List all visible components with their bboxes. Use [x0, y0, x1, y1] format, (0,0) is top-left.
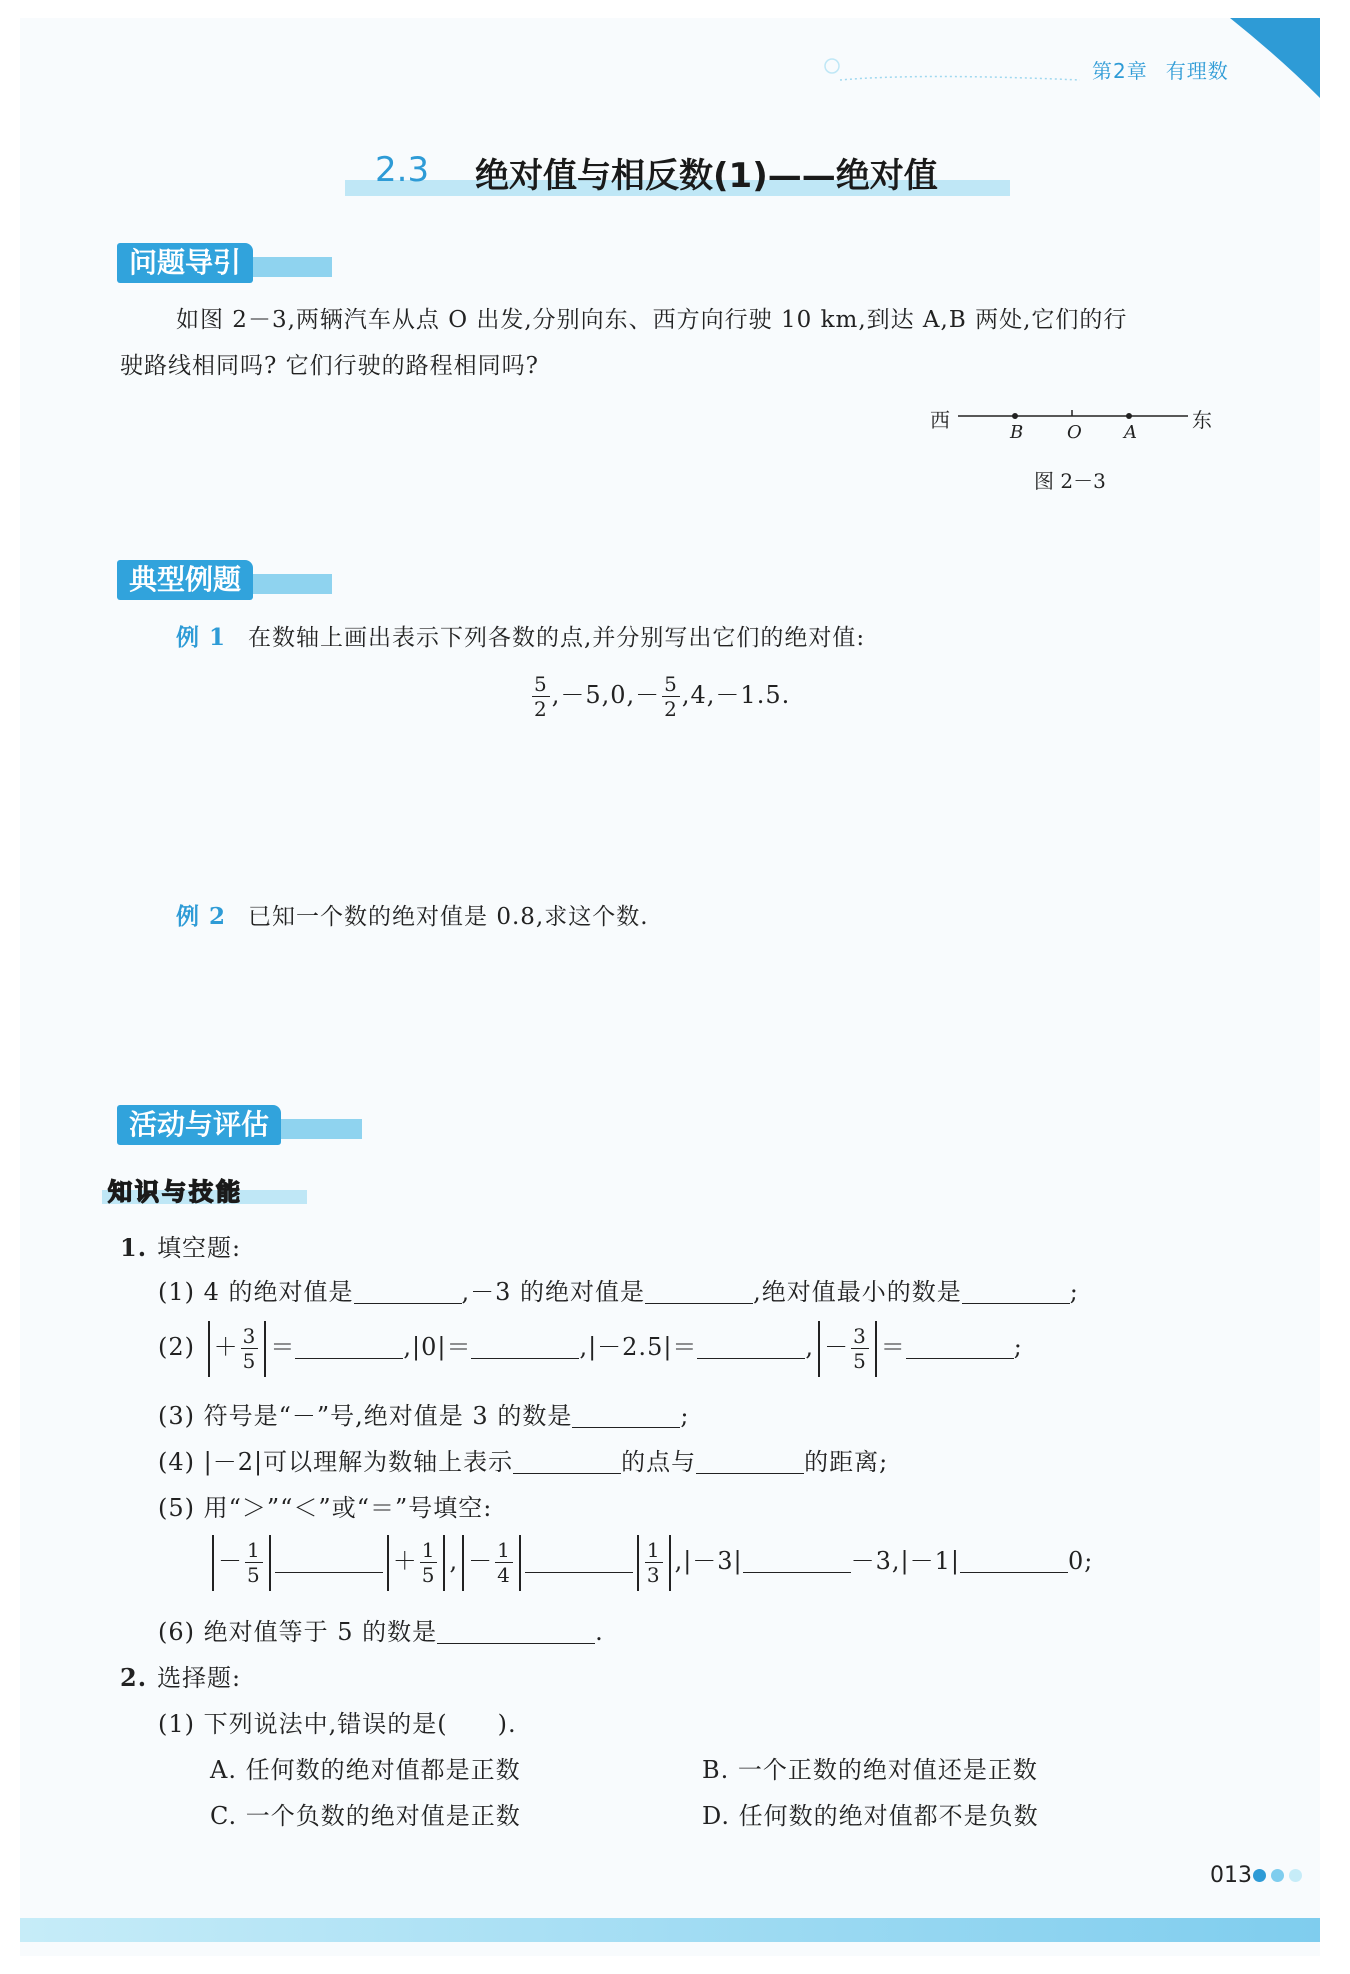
example-2-text: 已知一个数的绝对值是 0.8,求这个数. — [248, 904, 649, 930]
fraction-one-fifth: $\frac{1}{5}$ — [421, 1538, 436, 1587]
example-1-label: 例 1 — [176, 624, 227, 651]
neg-three-text: －3,|－1| — [850, 1547, 960, 1575]
abs-minus-2-5: ,|－2.5|＝ — [579, 1333, 698, 1361]
question-1-number: 1. — [120, 1233, 148, 1262]
chapter-name: 有理数 — [1165, 59, 1229, 83]
part-2-label: (2) — [158, 1333, 195, 1361]
skills-sub-tag — [102, 1172, 307, 1206]
fraction-one-quarter: $\frac{1}{4}$ — [497, 1538, 511, 1587]
plus-sign: ＋ — [392, 1547, 418, 1575]
question-2-title — [120, 1658, 241, 1693]
answer-blank[interactable] — [697, 1335, 805, 1359]
answer-blank[interactable] — [645, 1280, 753, 1304]
answer-blank[interactable] — [437, 1620, 595, 1644]
page-number: 013 — [1210, 1863, 1252, 1888]
question-1-title — [120, 1228, 241, 1263]
example-2 — [176, 893, 1256, 941]
example-1-text: 在数轴上画出表示下列各数的点,并分别写出它们的绝对值: — [248, 625, 866, 651]
equals-sign: ＝ — [270, 1333, 296, 1361]
answer-blank[interactable] — [743, 1549, 851, 1573]
page-dot — [1271, 1869, 1284, 1882]
part-4-text-b: 的点与 — [621, 1448, 697, 1476]
part-1-text-d: ; — [1069, 1278, 1079, 1306]
fraction-five-halves-neg: $\frac{5}{2}$ — [664, 672, 678, 721]
page-dot — [1289, 1869, 1302, 1882]
bottom-band — [20, 1918, 1320, 1942]
fraction-three-fifths: $\frac{3}{5}$ — [242, 1324, 257, 1373]
part-1-text-b: ,－3 的绝对值是 — [461, 1278, 646, 1306]
figure-caption: 图 2－3 — [1034, 469, 1106, 493]
semicolon: ; — [1013, 1333, 1023, 1361]
comma: , — [805, 1333, 815, 1361]
label-a: A — [1124, 422, 1137, 443]
question-1-text: 填空题: — [157, 1234, 242, 1262]
intro-section-tag — [117, 243, 332, 287]
figure-west: 西 — [930, 408, 950, 432]
part-6-end: . — [595, 1618, 604, 1646]
part-4-text-c: 的距离; — [804, 1448, 889, 1476]
question-1-part-4 — [158, 1442, 888, 1477]
title-number: 2.3 — [375, 150, 430, 190]
chapter-header — [1092, 55, 1247, 84]
abs-zero: ,|0|＝ — [403, 1333, 472, 1361]
comma: , — [449, 1547, 459, 1575]
figure-2-3 — [930, 400, 1230, 500]
abs-minus-3: ,|－3| — [674, 1547, 743, 1575]
chapter-number: 第2章 — [1092, 59, 1148, 83]
answer-blank[interactable] — [696, 1450, 804, 1474]
option-b[interactable]: B. 一个正数的绝对值还是正数 — [702, 1756, 1038, 1784]
part-6-text: (6) 绝对值等于 5 的数是 — [158, 1618, 438, 1646]
part-4-text-a: (4) |－2|可以理解为数轴上表示 — [158, 1448, 514, 1476]
part-1-text-c: ,绝对值最小的数是 — [753, 1278, 962, 1306]
question-1-part-3 — [158, 1396, 689, 1431]
plus-sign: ＋ — [213, 1333, 239, 1361]
zero-text: 0; — [1068, 1547, 1094, 1575]
skills-label: 知识与技能 — [108, 1178, 243, 1206]
part-3-end: ; — [680, 1402, 690, 1430]
minus-sign: － — [468, 1547, 494, 1575]
intro-tag-label: 问题导引 — [117, 243, 253, 283]
answer-blank[interactable] — [960, 1549, 1068, 1573]
example-1 — [176, 614, 1256, 662]
examples-tag-label: 典型例题 — [117, 560, 253, 600]
question-1-part-5 — [158, 1488, 492, 1523]
answer-blank[interactable] — [525, 1549, 633, 1573]
figure-east: 东 — [1192, 408, 1212, 432]
equals-sign: ＝ — [880, 1333, 906, 1361]
minus-sign: － — [824, 1333, 850, 1361]
fraction-five-halves: $\frac{5}{2}$ — [534, 672, 548, 721]
intro-line-2: 驶路线相同吗? 它们行驶的路程相同吗? — [120, 353, 539, 379]
answer-blank[interactable] — [572, 1404, 680, 1428]
question-1-part-5-items — [208, 1526, 1093, 1596]
page-dot — [1253, 1869, 1266, 1882]
fraction-three-fifths-neg: $\frac{3}{5}$ — [853, 1324, 867, 1373]
part-3-text: (3) 符号是“－”号,绝对值是 3 的数是 — [158, 1402, 573, 1430]
option-c[interactable]: C. 一个负数的绝对值是正数 — [210, 1802, 521, 1830]
label-b: B — [1010, 422, 1024, 443]
option-a[interactable]: A. 任何数的绝对值都是正数 — [210, 1756, 521, 1784]
example-2-label: 例 2 — [176, 903, 227, 930]
answer-blank[interactable] — [962, 1280, 1070, 1304]
answer-blank[interactable] — [295, 1335, 403, 1359]
activity-section-tag — [117, 1105, 362, 1149]
point-a — [1126, 413, 1132, 419]
intro-line-1: 如图 2－3,两辆汽车从点 O 出发,分别向东、西方向行驶 10 km,到达 A,B 两处,它们的行 — [176, 307, 1128, 333]
answer-blank[interactable] — [906, 1335, 1014, 1359]
section-title — [345, 150, 1010, 196]
examples-section-tag — [117, 560, 332, 604]
question-2-text: 选择题: — [157, 1664, 242, 1692]
fraction-one-third: $\frac{1}{3}$ — [646, 1538, 661, 1587]
activity-tag-label: 活动与评估 — [117, 1105, 281, 1145]
answer-blank[interactable] — [354, 1280, 462, 1304]
title-text: 绝对值与相反数(1)——绝对值 — [475, 156, 938, 196]
part-1-text-a: (1) 4 的绝对值是 — [158, 1278, 354, 1306]
example-1-numbers — [530, 672, 790, 721]
minus-sign: － — [218, 1547, 243, 1575]
answer-blank[interactable] — [513, 1450, 621, 1474]
question-2-part-1: (1) 下列说法中,错误的是( ). — [158, 1710, 517, 1738]
example-1-tail: ,4,－1.5. — [681, 681, 791, 709]
label-o: O — [1067, 422, 1082, 443]
answer-blank[interactable] — [275, 1549, 383, 1573]
example-1-mid: ,－5,0,－ — [551, 681, 661, 709]
question-1-part-6 — [158, 1612, 604, 1647]
answer-blank[interactable] — [471, 1335, 579, 1359]
question-1-part-1 — [158, 1272, 1079, 1307]
option-d[interactable]: D. 任何数的绝对值都不是负数 — [702, 1802, 1039, 1830]
question-1-part-2 — [158, 1312, 1023, 1382]
point-b — [1012, 413, 1018, 419]
part-5-text: (5) 用“＞”“＜”或“＝”号填空: — [158, 1494, 493, 1522]
fraction-one-fifth: $\frac{1}{5}$ — [247, 1538, 261, 1587]
question-2-number: 2. — [120, 1663, 148, 1692]
